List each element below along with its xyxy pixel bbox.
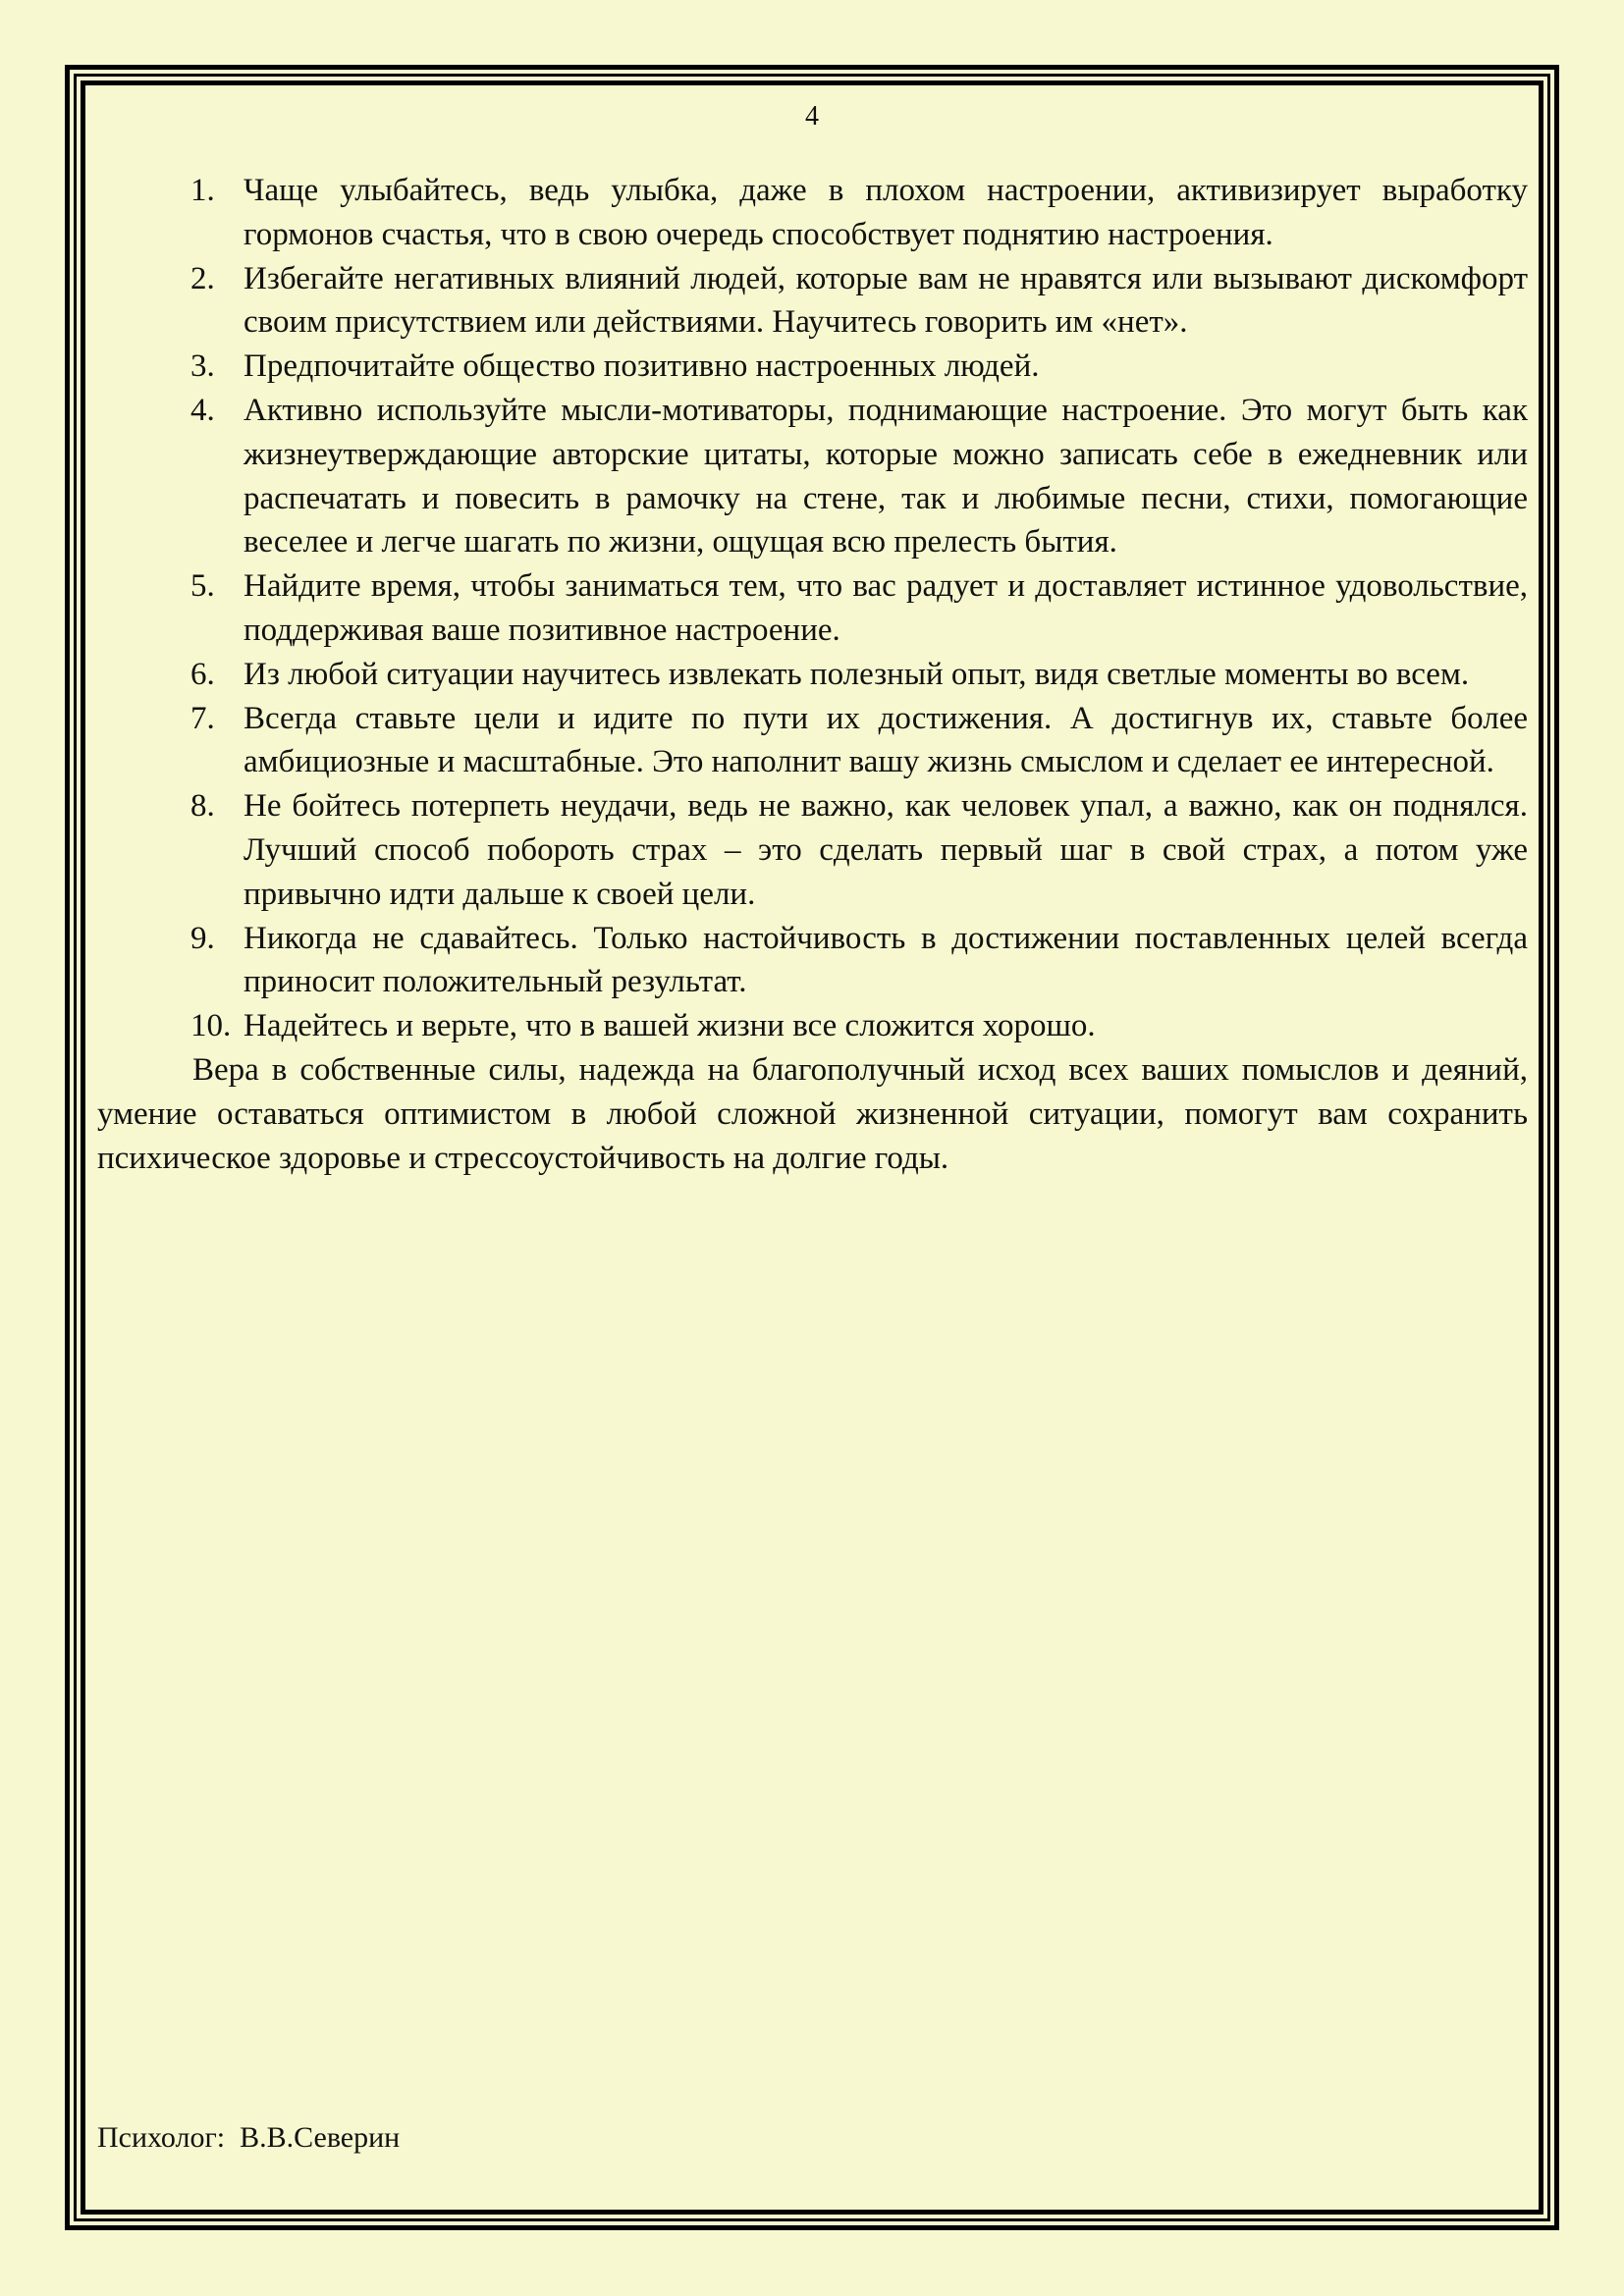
tips-list — [97, 169, 1528, 1048]
list-item — [97, 653, 1528, 697]
list-item-text: Всегда ставьте цели и идите по пути их достижения. А достигнув их, ставьте более амбициозные и масштабные. Это наполнит вашу жизнь смыслом и сделает ее интересной. — [244, 700, 1528, 780]
list-item-text: Не бойтесь потерпеть неудачи, ведь не важно, как человек упал, а важно, как он поднялся. Лучший способ побороть страх – это сделать первый шаг в свой страх, а потом уже привычно идти дальше к своей цели. — [244, 788, 1528, 912]
list-item — [97, 345, 1528, 389]
list-item-text: Чаще улыбайтесь, ведь улыбка, даже в плохом настроении, активизирует выработку гормонов счастья, что в свою очередь способствует поднятию настроения. — [244, 173, 1528, 252]
document-body — [97, 169, 1528, 1180]
list-item-number: 4. — [190, 392, 215, 428]
list-item-number: 6. — [190, 656, 215, 692]
list-item — [97, 564, 1528, 653]
list-item-number: 3. — [190, 348, 215, 385]
list-item — [97, 257, 1528, 346]
list-item-text: Предпочитайте общество позитивно настроенных людей. — [244, 348, 1040, 385]
author-signature: Психолог: В.В.Северин — [97, 2121, 401, 2154]
list-item-number: 5. — [190, 568, 215, 605]
list-item-text: Активно используйте мысли-мотиваторы, поднимающие настроение. Это могут быть как жизнеутверждающие авторские цитаты, которые можно записать себе в ежедневник или распечатать и повесить в рамочку на стене, так и любимые песни, стихи, помогающие веселее и легче шагать по жизни, ощущая всю прелесть бытия. — [244, 392, 1528, 561]
list-item-text: Надейтесь и верьте, что в вашей жизни все сложится хорошо. — [244, 1008, 1096, 1044]
list-item-number: 1. — [190, 173, 215, 208]
list-item-number: 10. — [190, 1008, 232, 1044]
list-item — [97, 784, 1528, 916]
list-item-text: Никогда не сдавайтесь. Только настойчивость в достижении поставленных целей всегда приносит положительный результат. — [244, 920, 1528, 1000]
list-item-number: 7. — [190, 700, 215, 736]
list-item — [97, 697, 1528, 785]
page-number: 4 — [805, 101, 819, 132]
list-item-number: 9. — [190, 920, 215, 956]
list-item-number: 2. — [190, 260, 215, 296]
closing-paragraph: Вера в собственные силы, надежда на благополучный исход всех ваших помыслов и деяний, умение оставаться оптимистом в любой сложной жизненной ситуации, помогут вам сохранить психическое здоровье и стрессоустойчивость на долгие годы. — [97, 1051, 1528, 1176]
list-item-number: 8. — [190, 788, 215, 825]
list-item — [97, 169, 1528, 257]
list-item — [97, 389, 1528, 564]
list-item — [97, 917, 1528, 1005]
list-item-text: Из любой ситуации научитесь извлекать полезный опыт, видя светлые моменты во всем. — [244, 656, 1470, 692]
list-item-text: Найдите время, чтобы заниматься тем, что вас радует и доставляет истинное удовольствие, поддерживая ваше позитивное настроение. — [244, 568, 1528, 648]
list-item — [97, 1004, 1528, 1048]
list-item-text: Избегайте негативных влияний людей, которые вам не нравятся или вызывают дискомфорт своим присутствием или действиями. Научитесь говорить им «нет». — [244, 260, 1528, 341]
